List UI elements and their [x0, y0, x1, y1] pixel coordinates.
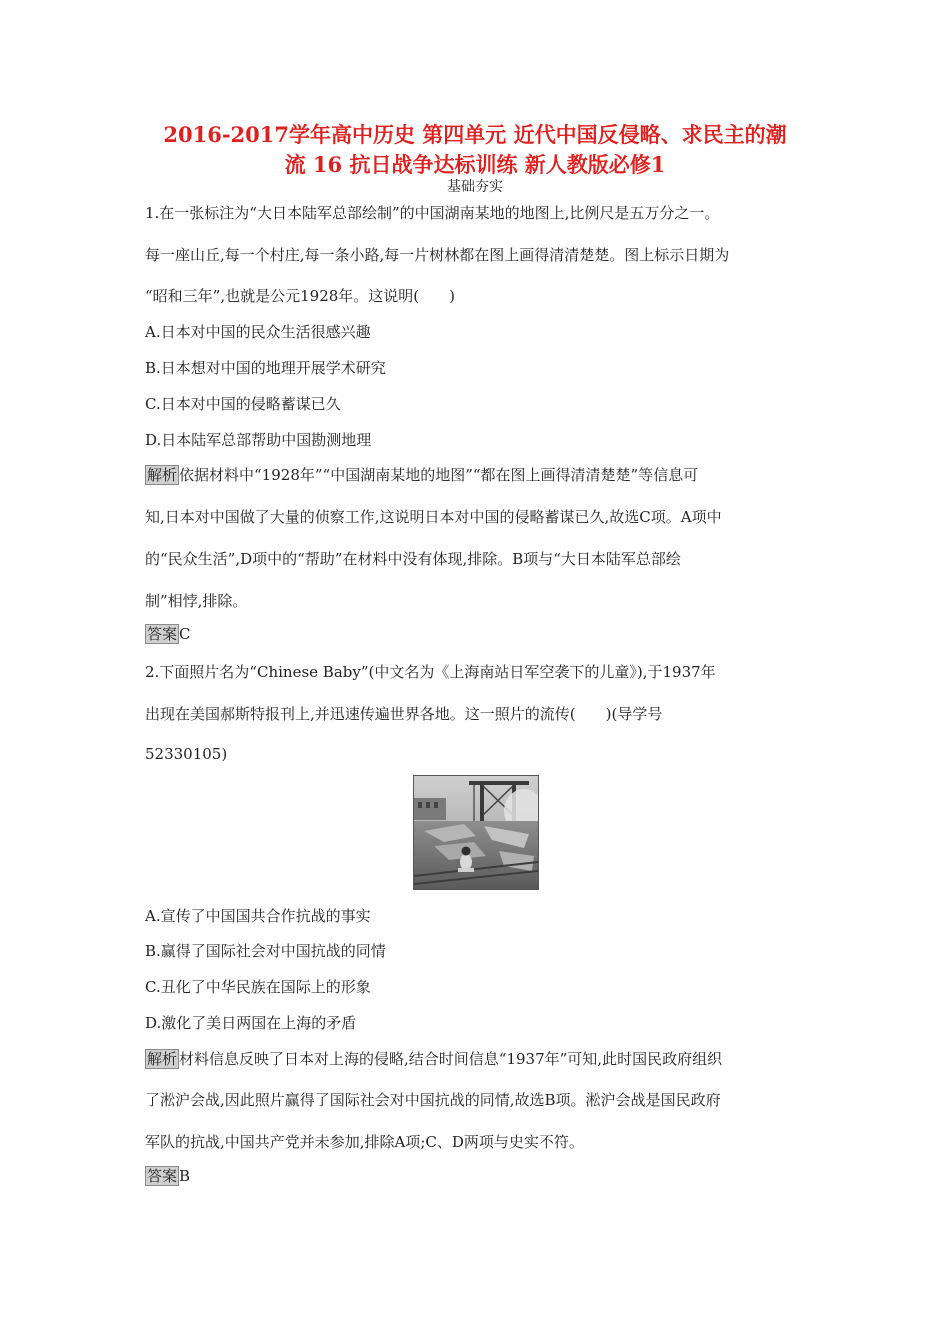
q2-analysis-line-2: 了淞沪会战,因此照片赢得了国际社会对中国抗战的同情,故选B项。淞沪会战是国民政府 — [145, 1091, 721, 1109]
q2-analysis-text-1: 材料信息反映了日本对上海的侵略,结合时间信息“1937年”可知,此时国民政府组织 — [179, 1050, 723, 1068]
q2-analysis-line-3: 军队的抗战,中国共产党并未参加,排除A项;C、D两项与史实不符。 — [145, 1133, 584, 1151]
q1-analysis-label: 解析 — [147, 466, 178, 484]
document-title — [130, 120, 820, 180]
q2-option-b: B.赢得了国际社会对中国抗战的同情 — [145, 942, 386, 960]
q1-answer-label: 答案 — [147, 625, 178, 643]
q1-analysis-line-3: 的“民众生活”,D项中的“帮助”在材料中没有体现,排除。B项与“大日本陆军总部绘 — [145, 550, 681, 568]
q1-stem-line-2: 每一座山丘,每一个村庄,每一条小路,每一片树林都在图上画得清清楚楚。图上标示日期为 — [145, 246, 730, 264]
q2-answer-label: 答案 — [147, 1167, 178, 1185]
title-line-2: 流 16 抗日战争达标训练 新人教版必修1 — [284, 152, 666, 177]
q2-answer-value: B — [179, 1167, 191, 1185]
q1-analysis-text-1: 依据材料中“1928年”“中国湖南某地的地图”“都在图上画得清清楚楚”等信息可 — [179, 466, 699, 484]
q1-option-b: B.日本想对中国的地理开展学术研究 — [145, 359, 386, 377]
title-line-1: 2016-2017学年高中历史 第四单元 近代中国反侵略、求民主的潮 — [163, 122, 787, 147]
q2-answer-line — [145, 1166, 190, 1186]
q2-stem-line-1: 2.下面照片名为“Chinese Baby”(中文名为《上海南站日军空袭下的儿童》),于1937年 — [145, 663, 716, 681]
q1-option-c: C.日本对中国的侵略蓄谋已久 — [145, 395, 341, 413]
chinese-baby-photo — [413, 775, 539, 890]
q2-stem-line-2: 出现在美国郝斯特报刊上,并迅速传遍世界各地。这一照片的流传( )(导学号 — [145, 705, 663, 723]
section-heading: 基础夯实 — [447, 179, 503, 195]
q2-option-a: A.宣传了中国国共合作抗战的事实 — [145, 907, 371, 925]
q2-analysis-label: 解析 — [147, 1050, 178, 1068]
q1-option-a: A.日本对中国的民众生活很感兴趣 — [145, 323, 371, 341]
q1-analysis-line-4: 制”相悖,排除。 — [145, 592, 248, 610]
q2-option-c: C.丑化了中华民族在国际上的形象 — [145, 978, 371, 996]
q1-analysis-line-2: 知,日本对中国做了大量的侦察工作,这说明日本对中国的侵略蓄谋已久,故选C项。A项中 — [145, 508, 722, 526]
q1-stem-line-1: 1.在一张标注为“大日本陆军总部绘制”的中国湖南某地的地图上,比例尺是五万分之一。 — [145, 204, 720, 222]
q1-analysis-line-1 — [145, 464, 698, 485]
q1-answer-value: C — [179, 625, 191, 643]
q1-option-d: D.日本陆军总部帮助中国勘测地理 — [145, 431, 372, 449]
q1-stem-line-3: “昭和三年”,也就是公元1928年。这说明( ) — [145, 287, 455, 305]
q2-stem-line-3: 52330105) — [145, 745, 228, 763]
q1-answer-line — [145, 624, 191, 644]
q2-analysis-line-1 — [145, 1048, 722, 1069]
q2-option-d: D.激化了美日两国在上海的矛盾 — [145, 1014, 357, 1032]
